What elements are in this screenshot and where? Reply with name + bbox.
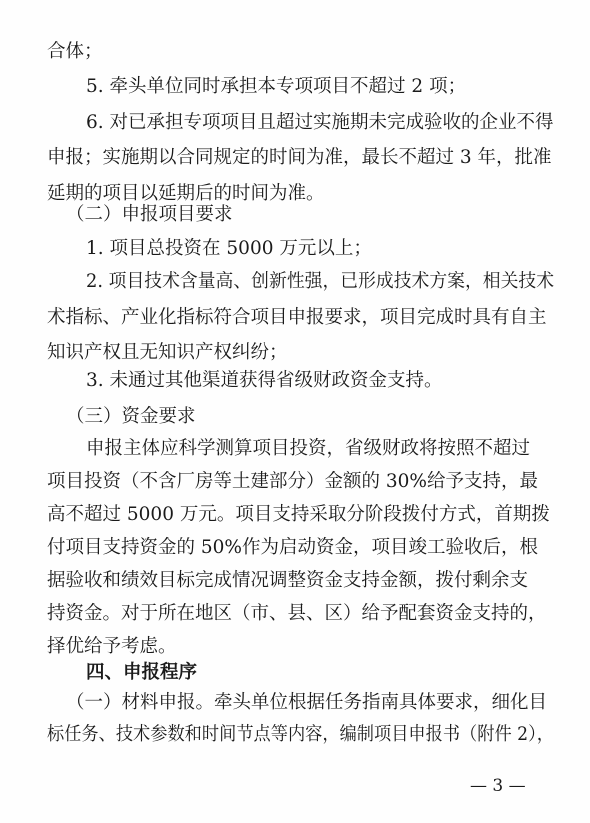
text-line: 申报；实施期以合同规定的时间为准，最长不超过 3 年，批准	[47, 147, 552, 168]
text-line: 持资金。对于所在地区（市、县、区）给予配套资金支持的，	[47, 603, 547, 624]
text-line: 知识产权且无知识产权纠纷；	[47, 342, 288, 363]
text-line: 术指标、产业化指标符合项目申报要求，项目完成时具有自主	[47, 307, 547, 328]
text-line: 项目投资（不含厂房等土建部分）金额的 30%给予支持，最	[47, 471, 539, 492]
text-line: 3. 未通过其他渠道获得省级财政资金支持。	[86, 370, 443, 391]
text-line: 5. 牵头单位同时承担本专项项目不超过 2 项；	[86, 76, 467, 97]
text-line: 标任务、技术参数和时间节点等内容，编制项目申报书（附件 2），	[47, 724, 554, 745]
text-line: 6. 对已承担专项项目且超过实施期未完成验收的企业不得	[86, 112, 554, 133]
text-line: （一）材料申报。牵头单位根据任务指南具体要求，细化目	[66, 692, 548, 713]
section-heading: （三）资金要求	[66, 406, 196, 427]
page-number: — 3 —	[470, 776, 526, 796]
text-line: 合体；	[47, 41, 103, 62]
chapter-heading: 四、申报程序	[86, 662, 198, 683]
text-line: 2. 项目技术含量高、创新性强，已形成技术方案，相关技术	[86, 271, 555, 292]
text-line: 付项目支持资金的 50%作为启动资金，项目竣工验收后，根	[47, 537, 539, 558]
text-line: 高不超过 5000 万元。项目支持采取分阶段拨付方式，首期拨	[47, 504, 550, 525]
text-line: 延期的项目以延期后的时间为准。	[47, 183, 325, 204]
text-line: 1. 项目总投资在 5000 万元以上；	[86, 238, 372, 259]
text-line: 据验收和绩效目标完成情况调整资金支持金额，拨付剩余支	[47, 570, 529, 591]
section-heading: （二）申报项目要求	[66, 204, 233, 225]
text-line: 申报主体应科学测算项目投资，省级财政将按照不超过	[86, 438, 531, 459]
text-line: 择优给予考虑。	[47, 636, 177, 657]
